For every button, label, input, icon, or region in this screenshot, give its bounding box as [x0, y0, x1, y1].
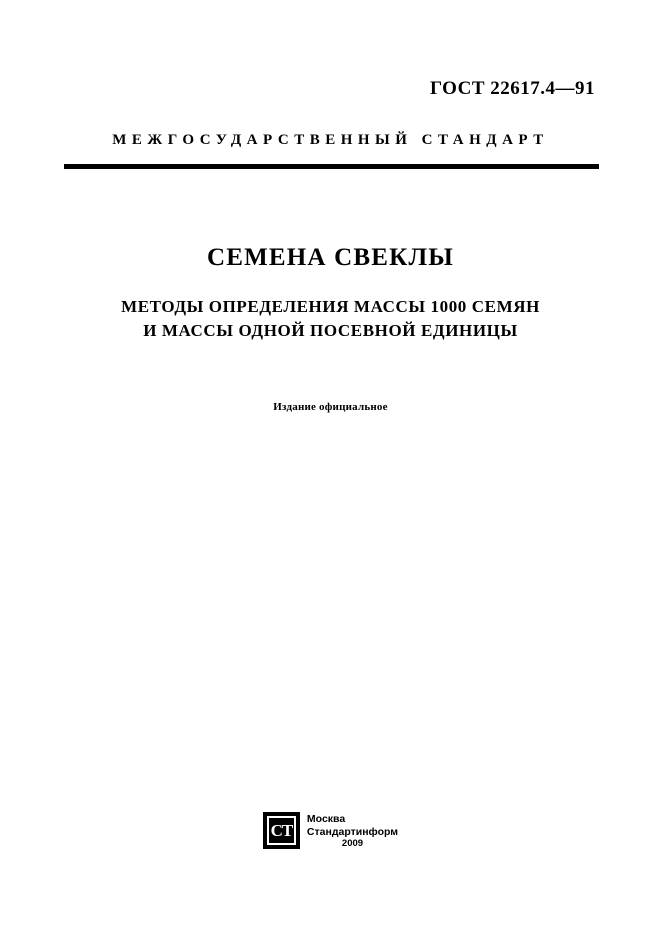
publisher-year: 2009: [341, 838, 364, 849]
document-subtitle-line-2: И МАССЫ ОДНОЙ ПОСЕВНОЙ ЕДИНИЦЫ: [143, 321, 518, 340]
publisher-name: Стандартинформ: [306, 826, 399, 838]
document-subtitle-line-1: МЕТОДЫ ОПРЕДЕЛЕНИЯ МАССЫ 1000 СЕМЯН: [121, 297, 540, 316]
logo-glyph-text: СТ: [270, 820, 293, 840]
document-title: СЕМЕНА СВЕКЛЫ: [206, 244, 455, 271]
official-edition-note: Издание официальное: [273, 401, 388, 413]
publisher-block: [0, 812, 661, 850]
publisher-city: Москва: [306, 813, 346, 825]
standartinform-logo-icon: [263, 812, 300, 849]
header-divider-rule: [64, 164, 599, 169]
standard-number: ГОСТ 22617.4—91: [429, 78, 595, 99]
interstate-standard-label: МЕЖГОСУДАРСТВЕННЫЙ СТАНДАРТ: [112, 132, 549, 148]
document-subtitle: [82, 295, 579, 343]
